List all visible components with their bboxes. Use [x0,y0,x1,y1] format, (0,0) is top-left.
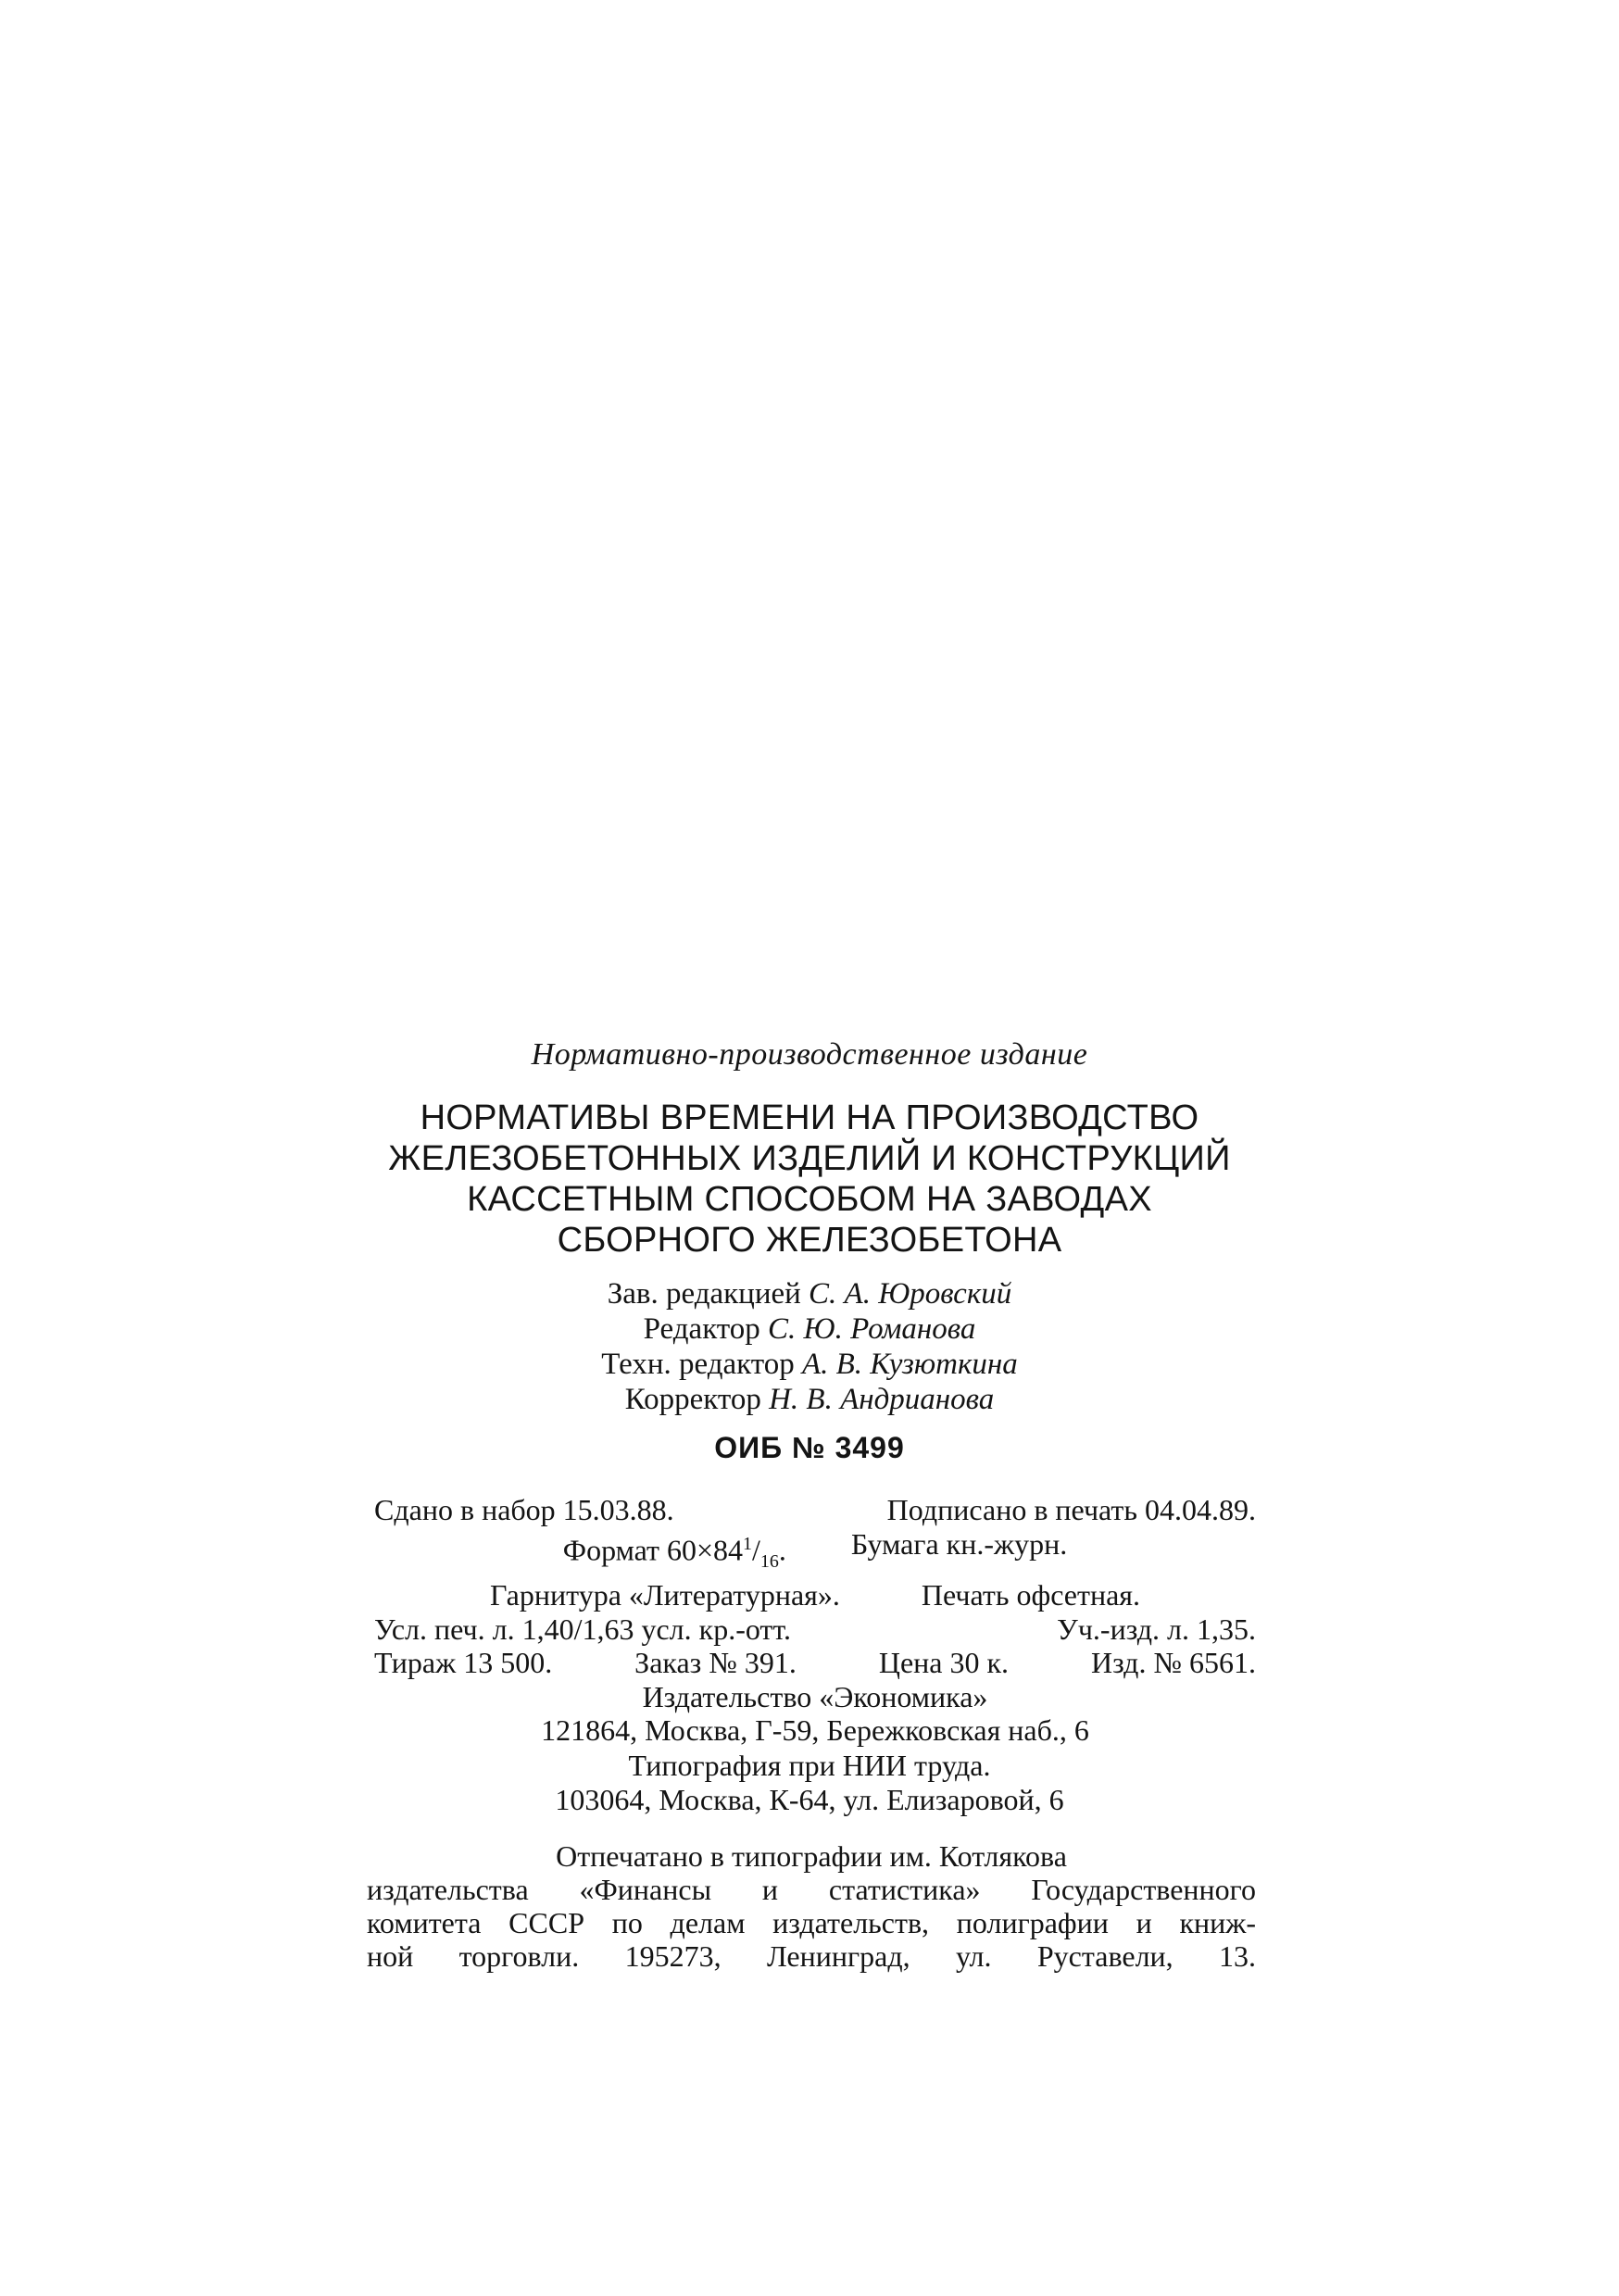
staff-name: Н. В. Андрианова [769,1383,995,1416]
edition-number: Изд. № 6561. [1091,1646,1256,1680]
typeset-date: Сдано в набор 15.03.88. [374,1493,674,1526]
staff-line [0,1382,1619,1417]
printed-line: издательства «Финансы и статистика» Государственного [367,1873,1256,1906]
print-run: Тираж 13 500. [374,1646,553,1680]
editorial-staff [0,1276,1619,1417]
printing-method: Печать офсетная. [921,1578,1141,1612]
title-line: КАССЕТНЫМ СПОСОБОМ НА ЗАВОДАХ [467,1180,1152,1219]
imprint-block [374,1493,1256,1748]
staff-name: С. А. Юровский [809,1277,1012,1311]
edit-sheets: Уч.-изд. л. 1,35. [1057,1612,1256,1646]
publisher: Издательство «Экономика» [642,1679,988,1713]
oib-number: ОИБ № 3499 [714,1431,905,1464]
publisher-address: 121864, Москва, Г-59, Бережковская наб., 6 [541,1713,1089,1748]
staff-line [0,1347,1619,1382]
format-prefix: Формат 60×84 [562,1533,744,1567]
imprint-row [374,1493,1256,1527]
price: Цена 30 к. [878,1646,1010,1680]
printed-line: Отпечатано в типографии им. Котлякова [556,1839,1067,1873]
signed-date: Подписано в печать 04.04.89. [886,1493,1256,1526]
imprint-row [374,1713,1256,1748]
format-den: 16 [759,1550,779,1572]
imprint-row [374,1578,1256,1612]
imprint-row [374,1527,1256,1579]
staff-role: Редактор [643,1312,760,1346]
print-sheets: Усл. печ. л. 1,40/1,63 усл. кр.-отт. [374,1612,791,1646]
printed-line: ной торговли. 195273, Ленинград, ул. Руставели, 13. [367,1939,1256,1973]
print-house-name: Типография при НИИ труда. [628,1749,991,1782]
staff-name: А. В. Кузюткина [801,1348,1018,1381]
staff-line [0,1311,1619,1347]
staff-role: Зав. редакцией [607,1277,801,1311]
imprint-row [374,1680,1256,1714]
printed-line: комитета СССР по делам издательств, полиграфии и книж- [367,1906,1256,1939]
title-line: СБОРНОГО ЖЕЛЕЗОБЕТОНА [557,1221,1062,1260]
imprint-row [374,1646,1256,1680]
staff-role: Корректор [624,1383,761,1416]
edition-type: Нормативно-производственное издание [531,1037,1088,1072]
print-house-address: 103064, Москва, К-64, ул. Елизаровой, 6 [555,1783,1064,1816]
print-house [0,1749,1619,1817]
format: Формат $60\times 84^1/_{16}$. [562,1533,786,1572]
typeface: Гарнитура «Литературная». [489,1578,840,1612]
printed-note [367,1839,1256,1973]
staff-line [0,1276,1619,1311]
title-line: НОРМАТИВЫ ВРЕМЕНИ НА ПРОИЗВОДСТВО [420,1098,1199,1137]
staff-role: Техн. редактор [601,1348,795,1381]
title-line: ЖЕЛЕЗОБЕТОННЫХ ИЗДЕЛИЙ И КОНСТРУКЦИЙ [388,1139,1231,1178]
order-number: Заказ № 391. [634,1646,797,1680]
book-title [0,1098,1619,1261]
staff-name: С. Ю. Романова [768,1312,976,1346]
format-suffix: . [778,1533,786,1567]
paper: Бумага кн.-журн. [850,1526,1068,1561]
format-num: 1 [743,1533,753,1554]
imprint-row [374,1612,1256,1647]
